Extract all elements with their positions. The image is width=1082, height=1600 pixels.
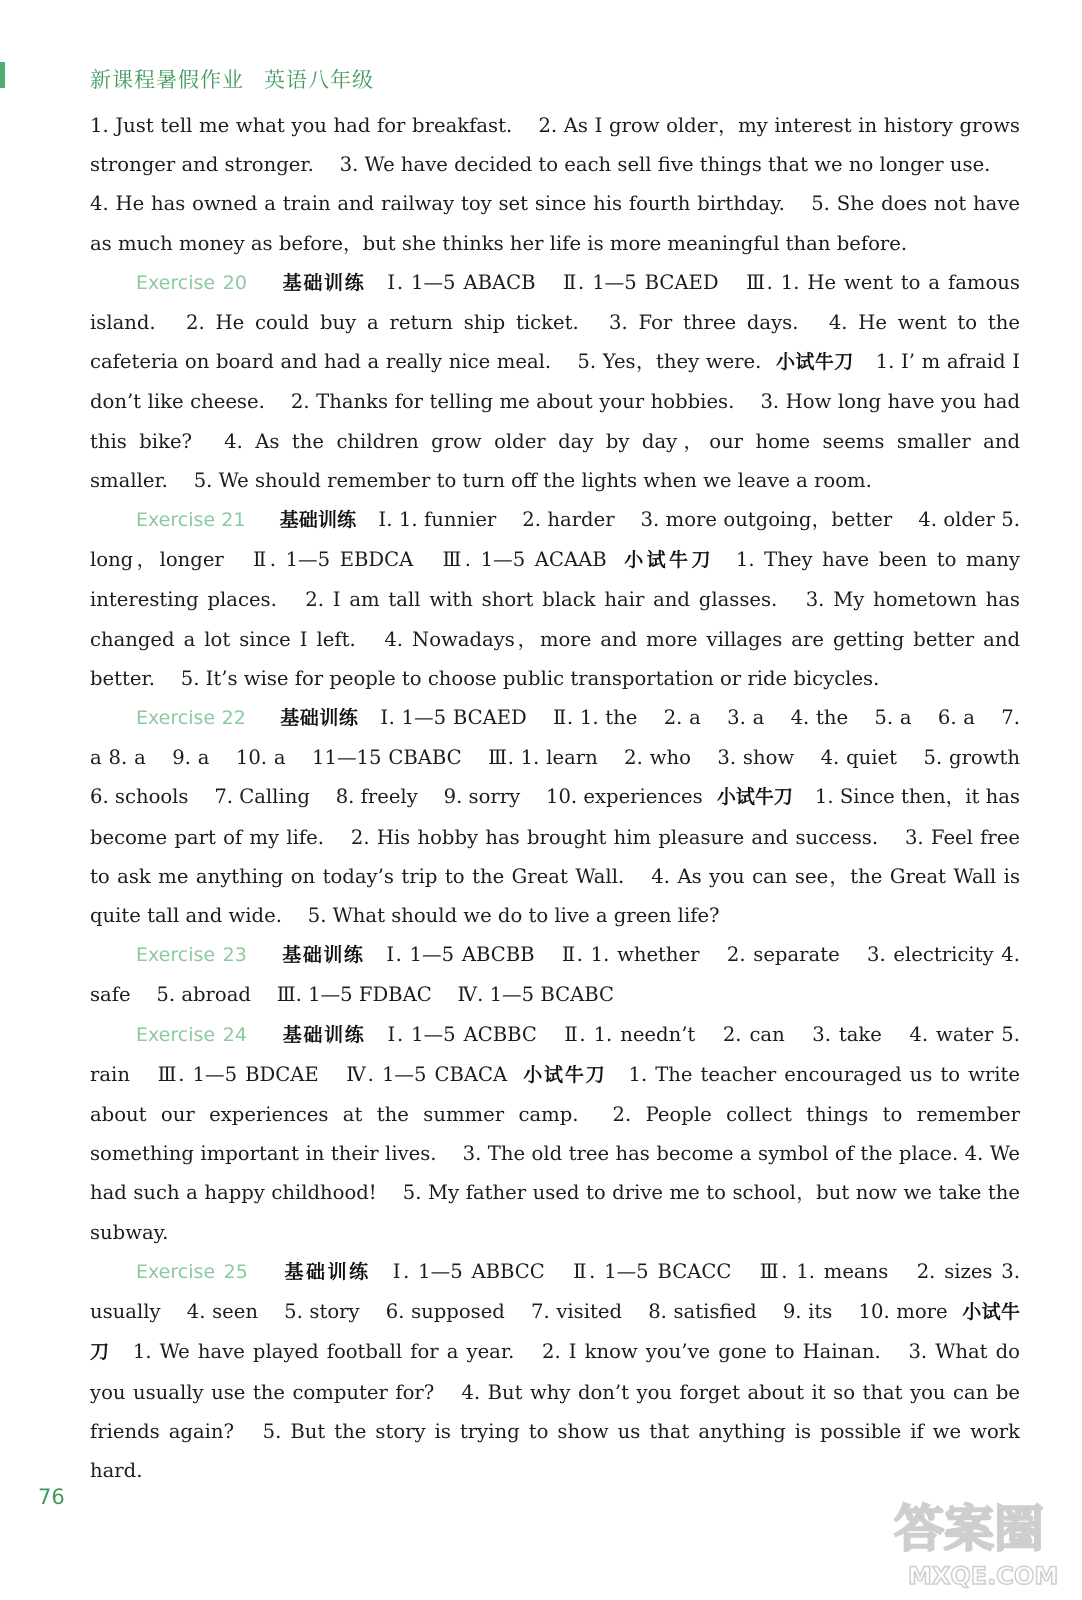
- answers-practice: 1. I’ m afraid I don’t like cheese. 2. Thanks for telling me about your hobbies. 3. How long have you had this bike? 4. As the children grow older day by day，our home seems smaller and smaller. 5. We should remember to turn off the lights when we leave a room.: [90, 350, 1020, 492]
- exercise-block-22: [90, 698, 1020, 935]
- answers-practice: 1. They have been to many interesting places. 2. I am tall with short black hair and glasses. 3. My hometown has changed a lot since I left. 4. Nowadays，more and more villages are getting better and better. 5. It’s wise for people to choose public transportation or ride bicycles.: [90, 548, 1020, 690]
- exercise-label: Exercise 23: [136, 944, 247, 967]
- section-tag-practice: 小试牛刀: [523, 1063, 607, 1086]
- section-tag-practice: 小试牛刀: [776, 351, 854, 374]
- answer-key-body: [90, 106, 1020, 1490]
- exercise-block-23: [90, 935, 1020, 1014]
- exercise-label: Exercise 24: [136, 1023, 247, 1046]
- exercise-block-21: [90, 500, 1020, 698]
- answers-practice: 1. The teacher encouraged us to write about our experiences at the summer camp. 2. People collect things to remember something important in their lives. 3. The old tree has become a symbol of the place. 4. We had such a happy childhood! 5. My father used to drive me to school，but now we take the subway.: [90, 1062, 1020, 1244]
- answers-practice: 1. We have played football for a year. 2. I know you’ve gone to Hainan. 3. What do you usually use the computer for? 4. But why don’t you forget about it so that you can be friends again? 5. But the story is trying to show us that anything is possible if we work hard.: [90, 1340, 1020, 1482]
- section-tag-practice: 小试牛刀: [624, 549, 714, 572]
- page-number: 76: [38, 1485, 65, 1509]
- answers-basic: Ⅰ. 1—5 ABACB Ⅱ. 1—5 BCAED Ⅲ. 1. He went to a famous island. 2. He could buy a return ship ticket. 3. For three days. 4. He went to the cafeteria on board and had a really nice meal. 5. Yes，they were.: [90, 270, 1020, 374]
- answers-practice: 1. Since then，it has become part of my life. 2. His hobby has brought him pleasure and success. 3. Feel free to ask me anything on today’s trip to the Great Wall. 4. As you can see，the Great Wall is quite tall and wide. 5. What should we do to live a green life?: [90, 785, 1020, 928]
- book-title: 新课程暑假作业: [90, 68, 244, 92]
- section-tag-basic: 基础训练: [281, 1260, 371, 1283]
- watermark-text: 答案圈: [894, 1500, 1044, 1558]
- section-tag-basic: 基础训练: [279, 509, 357, 532]
- answers-basic: Ⅰ. 1—5 ACBBC Ⅱ. 1. needn’t 2. can 3. take 4. water 5. rain Ⅲ. 1—5 BDCAE Ⅳ. 1—5 CBACA: [90, 1022, 1020, 1086]
- running-header: [90, 64, 374, 94]
- section-tag-basic: 基础训练: [280, 271, 366, 294]
- exercise-block-20: [90, 263, 1020, 500]
- intro-answers-line: 1. Just tell me what you had for breakfast. 2. As I grow older，my interest in history grows stronger and stronger. 3. We have decided to each sell five things that we no longer use.: [90, 114, 1020, 177]
- section-tag-basic: 基础训练: [280, 944, 365, 967]
- section-tag-practice: 小试牛刀: [90, 1301, 1020, 1364]
- exercise-label: Exercise 20: [136, 271, 247, 294]
- answers-basic: Ⅰ. 1—5 ABBCC Ⅱ. 1—5 BCACC Ⅲ. 1. means 2. sizes 3. usually 4. seen 5. story 6. supposed 7. visited 8. satisfied 9. its 10. more: [90, 1259, 1020, 1324]
- page-edge-marker: [0, 62, 5, 88]
- watermark-subtext: MXQE.COM: [908, 1562, 1059, 1590]
- exercise-label: Exercise 22: [136, 707, 246, 730]
- exercise-block-24: [90, 1015, 1020, 1252]
- intro-answers-line: 4. He has owned a train and railway toy set since his fourth birthday. 5. She does not have as much money as before，but she thinks her life is more meaningful than before.: [90, 192, 1020, 255]
- section-tag-basic: 基础训练: [280, 1023, 366, 1046]
- answers-basic: Ⅰ. 1—5 ABCBB Ⅱ. 1. whether 2. separate 3. electricity 4. safe 5. abroad Ⅲ. 1—5 FDBAC Ⅳ. 1—5 BCABC: [90, 943, 1020, 1007]
- subject-title: 英语八年级: [264, 68, 374, 92]
- exercise-label: Exercise 21: [136, 509, 246, 532]
- section-tag-basic: 基础训练: [279, 707, 359, 730]
- watermark-logo: [890, 1490, 1070, 1590]
- section-tag-practice: 小试牛刀: [716, 786, 793, 809]
- exercise-block-25: [90, 1252, 1020, 1490]
- answers-basic: Ⅰ. 1. funnier 2. harder 3. more outgoing，better 4. older 5. long，longer Ⅱ. 1—5 EBDCA Ⅲ. 1—5 ACAAB: [90, 508, 1020, 572]
- exercise-label: Exercise 25: [136, 1260, 248, 1283]
- answers-basic: Ⅰ. 1—5 BCAED Ⅱ. 1. the 2. a 3. a 4. the 5. a 6. a 7. a 8. a 9. a 10. a 11—15 CBABC Ⅲ. 1. learn 2. who 3. show 4. quiet 5. growth 6. schools 7. Calling 8. freely 9. sorry 10. experiences: [90, 706, 1021, 809]
